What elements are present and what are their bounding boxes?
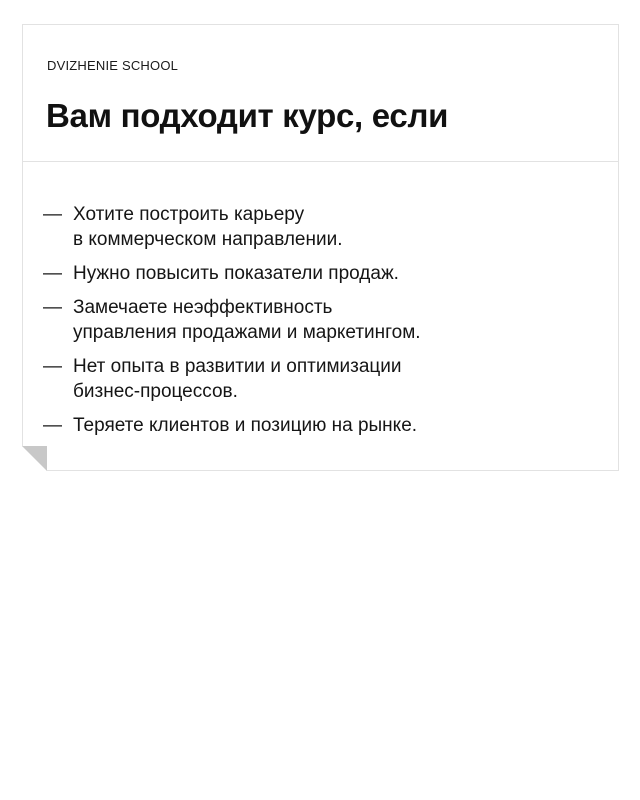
- page-fold-icon: [22, 446, 47, 471]
- list-item-text: Нет опыта в развитии и оптимизации бизнес-процессов.: [73, 356, 402, 402]
- list-item: [43, 413, 603, 438]
- list-item-text: Замечаете неэффективность управления продажами и маркетингом.: [73, 297, 421, 343]
- list-item-text: Нужно повысить показатели продаж.: [73, 263, 399, 284]
- page-title: Вам подходит курс, если: [46, 97, 449, 134]
- list-item: [43, 354, 603, 404]
- list-item: [43, 295, 603, 345]
- list-item-text: Теряете клиентов и позицию на рынке.: [73, 415, 418, 436]
- list-item-text: Хотите построить карьеру в коммерческом направлении.: [73, 204, 343, 250]
- dash-bullet: —: [43, 415, 62, 436]
- card-header: [23, 25, 618, 162]
- list-item: [43, 261, 603, 286]
- criteria-list: [43, 202, 603, 447]
- brand-label: DVIZHENIE SCHOOL: [47, 58, 179, 73]
- dash-bullet: —: [43, 297, 62, 318]
- dash-bullet: —: [43, 204, 62, 225]
- course-card: [22, 24, 619, 471]
- dash-bullet: —: [43, 263, 62, 284]
- dash-bullet: —: [43, 356, 62, 377]
- list-item: [43, 202, 603, 252]
